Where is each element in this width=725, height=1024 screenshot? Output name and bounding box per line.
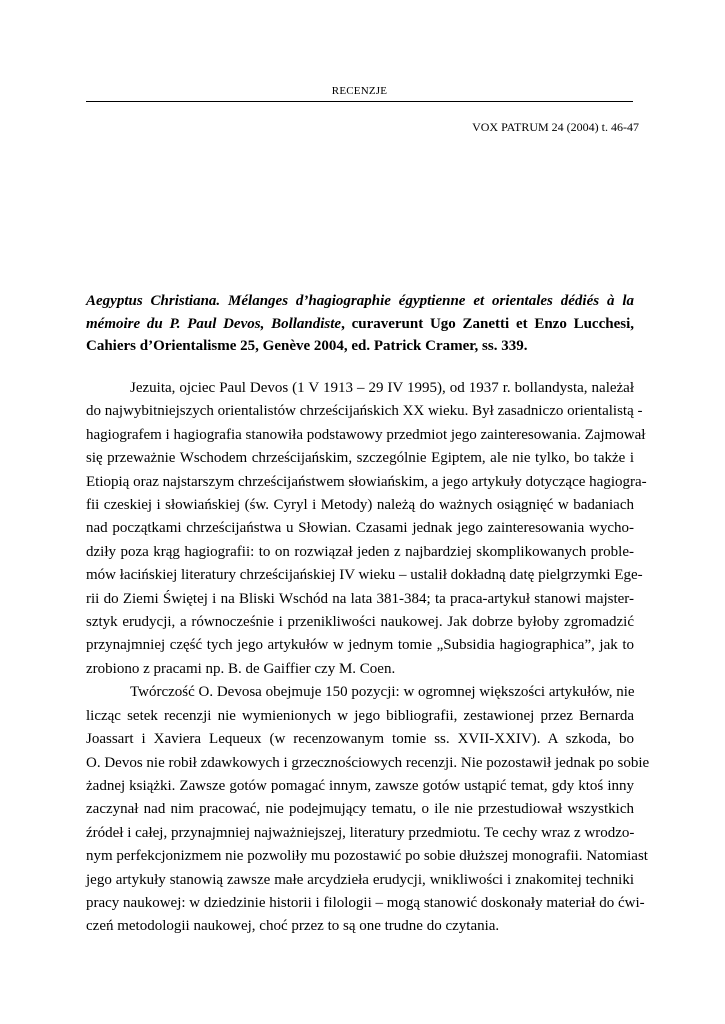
text-line: sztyk erudycji, a równocześnie i przenikliwości naukowej. Jak dobrze byłoby zgromadzić [86, 614, 634, 631]
book-title-italic: Aegyptus Christiana. Mélanges d’hagiographie égyptienne et orientales dédiés à la [86, 293, 634, 309]
book-title-italic-end: mémoire du P. Paul Devos, Bollandiste [86, 315, 342, 332]
text-line: czeń metodologii naukowej, choć przez to są one trudne do czytania. [86, 918, 500, 935]
text-line: do najwybitniejszych orientalistów chrześcijańskich XX wieku. Był zasadniczo orientalistą - [86, 403, 643, 420]
text-line: Jezuita, ojciec Paul Devos (1 V 1913 – 29 IV 1995), od 1937 r. bollandysta, należał [130, 380, 634, 396]
paragraph-1 [86, 377, 647, 681]
text-line: mów łacińskiej literatury chrześcijańskiej IV wieku – ustalił dokładną datę pielgrzymki Ege- [86, 567, 643, 584]
text-line: jego artykuły stanowią zawsze małe arcydzieła erudycji, wnikliwości i znakomitej techniki [86, 871, 634, 888]
text-line: O. Devos nie robił zdawkowych i grzecznościowych recenzji. Nie pozostawił jednak po sobie [86, 754, 650, 771]
title-line-3: Cahiers d’Orientalisme 25, Genève 2004, ed. Patrick Cramer, ss. 339. [86, 338, 528, 354]
text-line: licząc setek recenzji nie wymienionych w jego bibliografii, zestawionej przez Bernarda [86, 707, 634, 724]
editors: , curaverunt Ugo Zanetti et Enzo Lucchesi, [341, 315, 634, 332]
text-line: Joassart i Xaviera Lequeux (w recenzowanym tomie ss. XVII-XXIV). A szkoda, bo [86, 731, 634, 748]
header-divider [86, 101, 633, 102]
journal-reference: VOX PATRUM 24 (2004) t. 46-47 [472, 120, 639, 134]
text-line: Twórczość O. Devosa obejmuje 150 pozycji: w ogromnej większości artykułów, nie [130, 684, 635, 701]
text-line: zrobiono z pracami np. B. de Gaiffier czy M. Coen. [86, 660, 396, 677]
text-line: pracy naukowej: w dziedzinie historii i filologii – mogą stanowić doskonały materiał do ćwi- [86, 894, 645, 911]
review-title [86, 290, 634, 358]
text-line: się przeważnie Wschodem chrześcijańskim, szczególnie Egiptem, ale nie tylko, bo także i [86, 450, 634, 467]
review-body [86, 377, 650, 939]
text-line: Etiopią oraz najstarszym chrześcijaństwem słowiańskim, a jego artykuły dotyczące hagiogra- [86, 473, 647, 490]
title-line-1 [86, 290, 634, 313]
text-line: nym perfekcjonizmem nie pozwoliły mu pozostawić po sobie dłuższej monografii. Natomiast [86, 848, 648, 865]
text-line: hagiografem i hagiografia stanowiła podstawowy przedmiot jego zainteresowania. Zajmował [86, 426, 646, 443]
text-line: rii do Ziemi Świętej i na Bliski Wschód na lata 381-384; ta praca-artykuł stanowi majster- [86, 590, 634, 607]
text-line: źródeł i całej, przynajmniej najważniejszej, literatury przedmiotu. Te cechy wraz z wrodzo- [86, 824, 635, 841]
title-line-2 [86, 313, 634, 336]
text-line: nad początkami chrześcijaństwa u Słowian. Czasami jednak jego zainteresowania wycho- [86, 520, 634, 537]
text-line: fii czeskiej i słowiańskiej (św. Cyryl i Metody) należą do ważnych osiągnięć w badaniach [86, 497, 634, 514]
section-label: RECENZJE [331, 85, 388, 97]
paragraph-2 [86, 681, 650, 938]
text-line: dziły poza krąg hagiografii: to on rozwiązał jeden z najbardziej skomplikowanych proble- [86, 543, 634, 560]
text-line: zaczynał nad nim pracować, nie podejmujący tematu, o ile nie przestudiował wszystkich [86, 801, 634, 818]
text-line: przynajmniej część tych jego artykułów w jednym tomie „Subsidia hagiographica”, jak to [86, 637, 634, 654]
text-line: żadnej książki. Zawsze gotów pomagać innym, zawsze gotów ustąpić temat, gdy ktoś inny [86, 777, 634, 794]
